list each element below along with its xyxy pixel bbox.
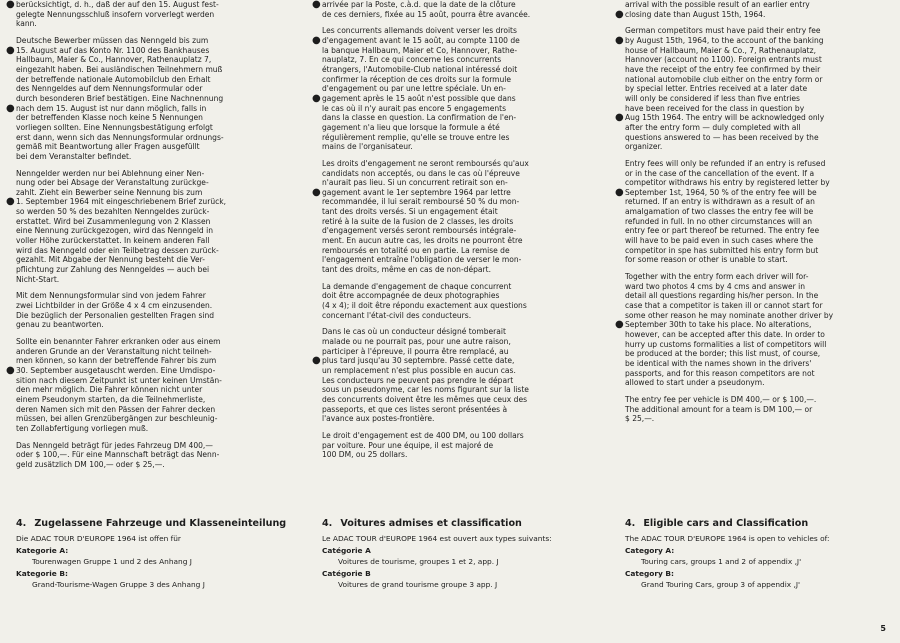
text-line: La demande d'engagement de chaque concurrent bbox=[322, 281, 512, 291]
text-line: German competitors must have paid their entry fee bbox=[625, 26, 821, 36]
paragraph bbox=[6, 168, 290, 285]
text-line: wird das Nenngeld oder ein Teilbetrag dessen zurück- bbox=[16, 245, 219, 255]
text-line: nauplatz, 7. En ce qui concerne les concurrents bbox=[322, 55, 502, 65]
paragraph bbox=[312, 26, 598, 152]
text-line: passports, and for this reason competitors are not bbox=[625, 368, 815, 378]
section-intro: Die ADAC TOUR D'EUROPE 1964 ist offen für bbox=[16, 534, 181, 543]
text-line: étrangers, l'Automobile-Club national intéressé doit bbox=[322, 64, 518, 74]
text-line: 100 DM, ou 25 dollars. bbox=[322, 450, 408, 460]
text-line: amalgamation of two classes the entry fee will be bbox=[625, 207, 814, 217]
text-line: le cas où il n'y aurait pas encore 5 engagements bbox=[322, 103, 507, 113]
paragraph bbox=[6, 35, 290, 162]
text-line-content: 15. August auf das Konto Nr. 1100 des Bankhauses bbox=[16, 45, 210, 55]
text-line bbox=[312, 0, 598, 10]
text-line: (4 x 4); il doit être répondu exactement aux questions bbox=[322, 301, 527, 311]
text-line: ward two photos 4 cms by 4 cms and answer in bbox=[625, 281, 806, 291]
text-line: d'engagement versés seront remboursés intégrale- bbox=[322, 226, 517, 236]
bullet-icon: ● bbox=[615, 319, 624, 331]
text-line: tant des droits versés. Si un engagement était bbox=[322, 207, 498, 217]
text-line: by special letter. Entries received at a later date bbox=[625, 84, 808, 94]
french-column bbox=[312, 0, 598, 589]
text-line: erst dann, wenn sich das Nennungsformular ordnungs- bbox=[16, 132, 224, 142]
text-line: will only be considered if less than five entries bbox=[625, 93, 800, 103]
text-line-content: September 30th to take his place. No alterations, bbox=[625, 320, 812, 330]
english-section-4 bbox=[625, 518, 889, 591]
text-line: case that a competitor is taken ill or cannot start for bbox=[625, 301, 823, 311]
text-line: des concurrents doivent être les mêmes que ceux des bbox=[322, 394, 528, 404]
paragraph bbox=[322, 282, 598, 321]
text-line-content: nach dem 15. August ist nur dann möglich, falls in bbox=[16, 103, 207, 113]
text-line-content: arrivée par la Poste, c.à.d. que la date de la clôture bbox=[322, 0, 516, 9]
text-line: Together with the entry form each driver will for- bbox=[625, 272, 809, 282]
text-line-content: September 1st, 1964, 50 % of the entry fee will be bbox=[625, 187, 817, 197]
text-line: Les conducteurs ne peuvent pas prendre le départ bbox=[322, 375, 514, 385]
text-line: Hallbaum, Maier & Co., Hannover, Rathenauplatz 7, bbox=[16, 55, 212, 65]
text-line: gemäß mit Beantwortung aller Fragen ausgefüllt bbox=[16, 142, 200, 152]
bullet-icon: ● bbox=[312, 92, 321, 104]
german-section-heading bbox=[16, 518, 290, 530]
text-line-content: gagement avant le 1er septembre 1964 par lettre bbox=[322, 187, 511, 197]
text-line: questions answered to — has been received by the bbox=[625, 132, 819, 142]
text-line: eingezahlt haben. Bei ausländischen Teilnehmern muß bbox=[16, 64, 223, 74]
section-title: Voitures admises et classification bbox=[340, 518, 522, 529]
text-line-content: d'engagement avant le 15 août, au compte 1100 de bbox=[322, 35, 520, 45]
text-line: men können, so kann der betreffende Fahrer bis zum bbox=[16, 356, 217, 366]
text-line: Dans le cas où un conducteur désigné tomberait bbox=[322, 327, 506, 337]
german-column bbox=[6, 0, 290, 589]
text-line: will have to be paid even in such cases where the bbox=[625, 236, 814, 246]
text-line: ment. En aucun autre cas, les droits ne pourront être bbox=[322, 236, 523, 246]
text-line: n'aurait pas lieu. Si un concurrent retirait son en- bbox=[322, 178, 508, 188]
german-section-4 bbox=[16, 518, 290, 591]
text-line: des Nenngeldes auf dem Nennungsformular oder bbox=[16, 84, 203, 94]
text-line: competitor in spe has submitted his entry form but bbox=[625, 245, 819, 255]
bullet-icon: ● bbox=[312, 186, 321, 198]
text-line: Mit dem Nennungsformular sind von jedem Fahrer bbox=[16, 291, 206, 301]
bullet-icon: ● bbox=[615, 186, 624, 198]
text-line: remboursés en totalité ou en partie. La remise de bbox=[322, 245, 510, 255]
text-line: Hannover (account no 1100). Foreign entrants must bbox=[625, 55, 822, 65]
text-line: dans la classe en question. La confirmation de l'en- bbox=[322, 113, 517, 123]
text-line: bei dem Veranstalter befindet. bbox=[16, 151, 132, 161]
text-line: der betreffende nationale Automobilclub den Erhalt bbox=[16, 74, 211, 84]
text-line bbox=[312, 186, 598, 198]
paragraph bbox=[6, 337, 290, 434]
text-line bbox=[6, 44, 290, 56]
text-line: be produced at the border; this list must, of course, bbox=[625, 349, 821, 359]
english-text-body bbox=[615, 0, 889, 424]
text-line: sition nach diesem Zeitpunkt ist unter keinen Umstän- bbox=[16, 375, 222, 385]
category-a-label: Catégorie A bbox=[322, 545, 371, 555]
text-line: gagement n'a lieu que lorsque la formule a été bbox=[322, 122, 500, 132]
text-line: after the entry form — duly completed with all bbox=[625, 122, 801, 132]
text-line: mains de l'organisateur. bbox=[322, 142, 413, 152]
text-line: retiré à la suite de la fusion de 2 classes, les droits bbox=[322, 216, 514, 226]
text-line: detail all questions regarding his/her person. In the bbox=[625, 291, 819, 301]
bullet-icon: ● bbox=[312, 355, 321, 367]
text-line: nung oder bei Absage der Veranstaltung zurückge- bbox=[16, 178, 209, 188]
text-line bbox=[312, 92, 598, 104]
section-title: Zugelassene Fahrzeuge und Klasseneinteilung bbox=[34, 518, 287, 529]
text-line: sous un pseudonyme, car les noms figurant sur la liste bbox=[322, 385, 529, 395]
paragraph bbox=[16, 291, 290, 330]
text-line: den mehr möglich. Die Fahrer können nicht unter bbox=[16, 385, 203, 395]
paragraph bbox=[312, 0, 598, 19]
text-line bbox=[6, 196, 290, 208]
text-line: some other reason he may nominate another driver by bbox=[625, 310, 834, 320]
text-line: Die bezüglich der Personalien gestellten Fragen sind bbox=[16, 310, 215, 320]
text-line: kann. bbox=[16, 19, 37, 29]
category-b-desc: Grand-Tourisme-Wagen Gruppe 3 des Anhang J bbox=[32, 580, 205, 589]
bullet-icon: ● bbox=[6, 364, 15, 376]
text-line: müssen, bei allen Grenzübergängen zur beschleunig- bbox=[16, 414, 218, 424]
text-line-content: 30. September ausgetauscht werden. Eine Umdispo- bbox=[16, 365, 216, 375]
text-line: einem Pseudonym starten, da die Teilnehmerliste, bbox=[16, 394, 206, 404]
text-line: geld zusätzlich DM 100,— oder $ 25,—. bbox=[16, 459, 165, 469]
text-line: Les concurrents allemands doivent verser les droits bbox=[322, 26, 517, 36]
text-line: la banque Hallbaum, Maier et Co, Hannover, Rathe- bbox=[322, 45, 518, 55]
text-line: régulièrement remplie, qu'elle se trouve entre les bbox=[322, 132, 510, 142]
english-column bbox=[615, 0, 889, 589]
paragraph bbox=[312, 158, 598, 275]
category-a-label: Category A: bbox=[625, 545, 675, 555]
text-line: zwei Lichtbilder in der Größe 4 x 4 cm einzusenden. bbox=[16, 301, 213, 311]
category-b-label: Catégorie B bbox=[322, 568, 371, 578]
text-line: be identical with the names shown in the drivers' bbox=[625, 358, 812, 368]
text-line: pflichtung zur Zahlung des Nenngeldes — auch bei bbox=[16, 265, 210, 275]
paragraph bbox=[6, 0, 290, 29]
paragraph bbox=[625, 395, 889, 424]
text-line: Sollte ein benannter Fahrer erkranken oder aus einem bbox=[16, 337, 221, 346]
text-line bbox=[615, 34, 889, 46]
text-line bbox=[312, 355, 598, 367]
section-intro: Le ADAC TOUR d'EUROPE 1964 est ouvert aux types suivants: bbox=[322, 534, 552, 543]
text-line: candidats non acceptés, ou dans le cas où l'épreuve bbox=[322, 168, 520, 178]
text-line: $ 25,—. bbox=[625, 414, 655, 424]
text-line: recommandée, il lui serait remboursé 50 % du mon- bbox=[322, 197, 520, 207]
text-line: durch besonderen Brief bestätigen. Eine Nachnennung bbox=[16, 93, 224, 103]
bullet-icon: ● bbox=[6, 44, 15, 56]
category-a-desc: Touring cars, groups 1 and 2 of appendix ‚J' bbox=[641, 557, 802, 566]
text-line: Nenngelder werden nur bei Ablehnung einer Nen- bbox=[16, 168, 205, 178]
text-line: gelegte Nennungsschluß insofern vorverlegt werden bbox=[16, 9, 215, 19]
page-number: 5 bbox=[880, 624, 886, 633]
text-line: returned. If an entry is withdrawn as a result of an bbox=[625, 197, 815, 207]
bullet-icon: ● bbox=[312, 34, 321, 46]
text-line: house of Hallbaum, Maier & Co., 7, Rathenauplatz, bbox=[625, 45, 816, 55]
paragraph bbox=[615, 0, 889, 20]
text-line-content: Aug 15th 1964. The entry will be acknowledged only bbox=[625, 113, 825, 123]
text-line: ten Zollabfertigung vorliegen muß. bbox=[16, 423, 149, 433]
text-line-content: closing date than August 15th, 1964. bbox=[625, 9, 766, 19]
bullet-icon: ● bbox=[615, 34, 624, 46]
text-line: oder $ 100,—. Für eine Mannschaft beträgt das Nenn- bbox=[16, 450, 220, 460]
text-line: erstattet. Wird bei Zusammenlegung von 2 Klassen bbox=[16, 216, 211, 226]
german-text-body bbox=[6, 0, 290, 470]
text-line: deren Namen sich mit den Pässen der Fahrer decken bbox=[16, 404, 216, 414]
text-line: have the receipt of the entry fee confirmed by their bbox=[625, 64, 821, 74]
text-line: The entry fee per vehicle is DM 400,— or $ 100,—. bbox=[625, 394, 817, 404]
text-line: national automobile club either on the entry form or bbox=[625, 74, 823, 84]
text-line: genau zu beantworten. bbox=[16, 320, 104, 330]
text-line: l'engagement entraîne l'obligation de verser le mon- bbox=[322, 255, 522, 265]
text-line: gezahlt. Mit Abgabe der Nennung besteht die Ver- bbox=[16, 255, 205, 265]
text-line: concernant l'état-civil des conducteurs. bbox=[322, 310, 472, 320]
bullet-icon: ● bbox=[312, 0, 321, 10]
text-line: eine Nennung zurückgezogen, wird das Nenngeld in bbox=[16, 226, 213, 236]
text-line: passeports, et que ces listes seront présentées à bbox=[322, 404, 508, 414]
bullet-icon: ● bbox=[615, 8, 624, 20]
text-line: Nicht-Start. bbox=[16, 274, 60, 284]
text-line: par voiture. Pour une équipe, il est majoré de bbox=[322, 440, 494, 450]
text-line-content: berücksichtigt, d. h., daß der auf den 15. August fest- bbox=[16, 0, 219, 9]
paragraph bbox=[16, 441, 290, 470]
category-a-desc: Tourenwagen Gruppe 1 und 2 des Anhang J bbox=[32, 557, 192, 566]
text-line: refunded in full. In no other circumstances will an bbox=[625, 216, 813, 226]
text-line: der betreffenden Klasse noch keine 5 Nennungen bbox=[16, 113, 203, 123]
category-a-desc: Voitures de tourisme, groupes 1 et 2, app. J bbox=[338, 557, 499, 566]
bullet-icon: ● bbox=[6, 0, 15, 10]
paragraph bbox=[615, 26, 889, 152]
text-line-content: plus tard jusqu'au 30 septembre. Passé cette date, bbox=[322, 356, 515, 366]
paragraph bbox=[615, 272, 889, 388]
french-text-body bbox=[312, 0, 598, 460]
text-line: tant des droits, même en cas de non-départ. bbox=[322, 265, 491, 275]
text-line bbox=[6, 102, 290, 114]
text-line: anderen Grunde an der Veranstaltung nicht teilneh- bbox=[16, 346, 212, 356]
text-line: organizer. bbox=[625, 142, 663, 152]
paragraph bbox=[322, 431, 598, 460]
section-intro: The ADAC TOUR D'EUROPE 1964 is open to vehicles of: bbox=[625, 534, 830, 543]
bullet-icon: ● bbox=[615, 112, 624, 124]
text-line-content: by August 15th, 1964, to the account of the banking bbox=[625, 35, 824, 45]
text-line: de ces derniers, fixée au 15 août, pourra être avancée. bbox=[322, 9, 531, 19]
text-line: malade ou ne pourrait pas, pour une autre raison, bbox=[322, 337, 511, 346]
text-line: participer à l'épreuve, il pourra être remplacé, au bbox=[322, 346, 509, 356]
text-line bbox=[312, 34, 598, 46]
text-line: competitor withdraws his entry by registered letter by bbox=[625, 178, 830, 188]
text-line bbox=[6, 364, 290, 376]
text-line: voller Höhe zurückerstattet. In keinem anderen Fall bbox=[16, 236, 210, 246]
text-line: zahlt. Zieht ein Bewerber seine Nennung bis zum bbox=[16, 187, 203, 197]
text-line: confirmer la réception de ces droits sur la formule bbox=[322, 74, 512, 84]
text-line bbox=[615, 112, 889, 124]
text-line: however, can be accepted after this date. In order to bbox=[625, 330, 825, 339]
text-line: doit être accompagnée de deux photographies bbox=[322, 291, 500, 301]
english-section-heading bbox=[625, 518, 889, 530]
section-number: 4. bbox=[322, 518, 333, 529]
category-b-desc: Grand Touring Cars, group 3 of appendix ‚J' bbox=[641, 580, 801, 589]
text-line: Les droits d'engagement ne seront remboursés qu'aux bbox=[322, 158, 529, 168]
bullet-icon: ● bbox=[6, 196, 15, 208]
paragraph bbox=[312, 327, 598, 424]
text-line bbox=[615, 319, 889, 331]
paragraph bbox=[615, 158, 889, 265]
text-line: un remplacement n'est plus possible en aucun cas. bbox=[322, 365, 516, 375]
text-line: The additional amount for a team is DM 100,— or bbox=[625, 404, 813, 414]
category-b-desc: Voitures de grand tourisme groupe 3 app. J bbox=[338, 580, 498, 589]
text-line: d'engagement ou par une lettre spéciale. Un en- bbox=[322, 84, 506, 94]
text-line: or in the case of the cancellation of the event. If a bbox=[625, 168, 815, 178]
french-section-heading bbox=[322, 518, 598, 530]
category-a-label: Kategorie A: bbox=[16, 545, 69, 555]
bullet-icon: ● bbox=[6, 102, 15, 114]
text-line: allowed to start under a pseudonym. bbox=[625, 378, 765, 388]
text-line-content: 1. September 1964 mit eingeschriebenem Brief zurück, bbox=[16, 197, 227, 207]
text-line: Entry fees will only be refunded if an entry is refused bbox=[625, 158, 826, 168]
text-line: Le droit d'engagement est de 400 DM, ou 100 dollars bbox=[322, 430, 524, 440]
category-b-label: Category B: bbox=[625, 568, 674, 578]
text-line: entry fee or part thereof be returned. The entry fee bbox=[625, 226, 820, 236]
section-title: Eligible cars and Classification bbox=[643, 518, 809, 529]
text-line: have been received for the class in question by bbox=[625, 103, 805, 113]
section-number: 4. bbox=[625, 518, 636, 529]
text-line bbox=[615, 8, 889, 20]
category-b-label: Kategorie B: bbox=[16, 568, 68, 578]
text-line: for some reason or other is unable to start. bbox=[625, 255, 788, 265]
section-number: 4. bbox=[16, 518, 27, 529]
text-line bbox=[6, 0, 290, 10]
french-section-4 bbox=[322, 518, 598, 591]
text-line: so werden 50 % des bezahlten Nenngeldes zurück- bbox=[16, 207, 210, 217]
text-line: arrival with the possible result of an earlier entry bbox=[625, 0, 810, 9]
text-line: l'avance aux postes-frontière. bbox=[322, 414, 435, 424]
text-line bbox=[615, 186, 889, 198]
text-line: Das Nenngeld beträgt für jedes Fahrzeug DM 400,— bbox=[16, 440, 213, 450]
text-line: Deutsche Bewerber müssen das Nenngeld bis zum bbox=[16, 35, 209, 45]
text-line-content: gagement après le 15 août n'est possible que dans bbox=[322, 93, 516, 103]
text-line: vorliegen sollten. Eine Nennungsbestätigung erfolgt bbox=[16, 122, 213, 132]
text-line: hurry up customs formalities a list of competitors will bbox=[625, 339, 827, 349]
